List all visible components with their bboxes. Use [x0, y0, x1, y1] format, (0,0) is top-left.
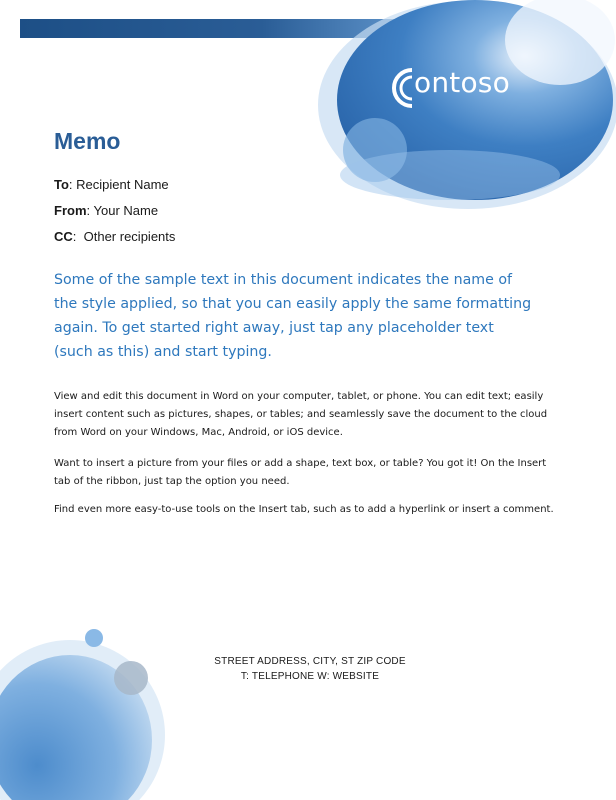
lead-paragraph: Some of the sample text in this document indicates the name of the style applied, so that you can easily apply the same formatting again. To get started right away, just tap any placeholder text (such as this) and start typing.	[54, 272, 532, 360]
body-paragraph: Want to insert a picture from your files or add a shape, text box, or table? You got it! On the Insert tab of the ribbon, just tap the option you need.	[54, 458, 547, 487]
cc-field: CC: Other recipients	[54, 229, 176, 244]
from-field: From: Your Name	[54, 203, 159, 218]
footer	[160, 654, 460, 684]
to-field: To: Recipient Name	[54, 177, 169, 192]
body-paragraph: View and edit this document in Word on your computer, tablet, or phone. You can edit text; easily insert content such as pictures, shapes, or tables; and seamlessly save the document to the cloud from Word on your Windows, Mac, Android, or iOS device.	[54, 391, 548, 438]
footer-contact: T: TELEPHONE W: WEBSITE	[240, 671, 380, 682]
body-paragraph: Find even more easy-to-use tools on the Insert tab, such as to add a hyperlink or insert a comment.	[54, 504, 554, 515]
cc-label: CC	[54, 229, 73, 244]
decorative-watercolor-circle-bottom	[0, 620, 170, 800]
to-value: Recipient Name	[76, 177, 169, 192]
page-title: Memo	[54, 128, 121, 154]
to-label: To	[54, 177, 69, 192]
from-label: From	[54, 203, 87, 218]
footer-address: STREET ADDRESS, CITY, ST ZIP CODE	[214, 656, 406, 667]
cc-value: Other recipients	[83, 229, 176, 244]
logo-text: ontoso	[414, 66, 510, 99]
from-value: Your Name	[93, 203, 159, 218]
